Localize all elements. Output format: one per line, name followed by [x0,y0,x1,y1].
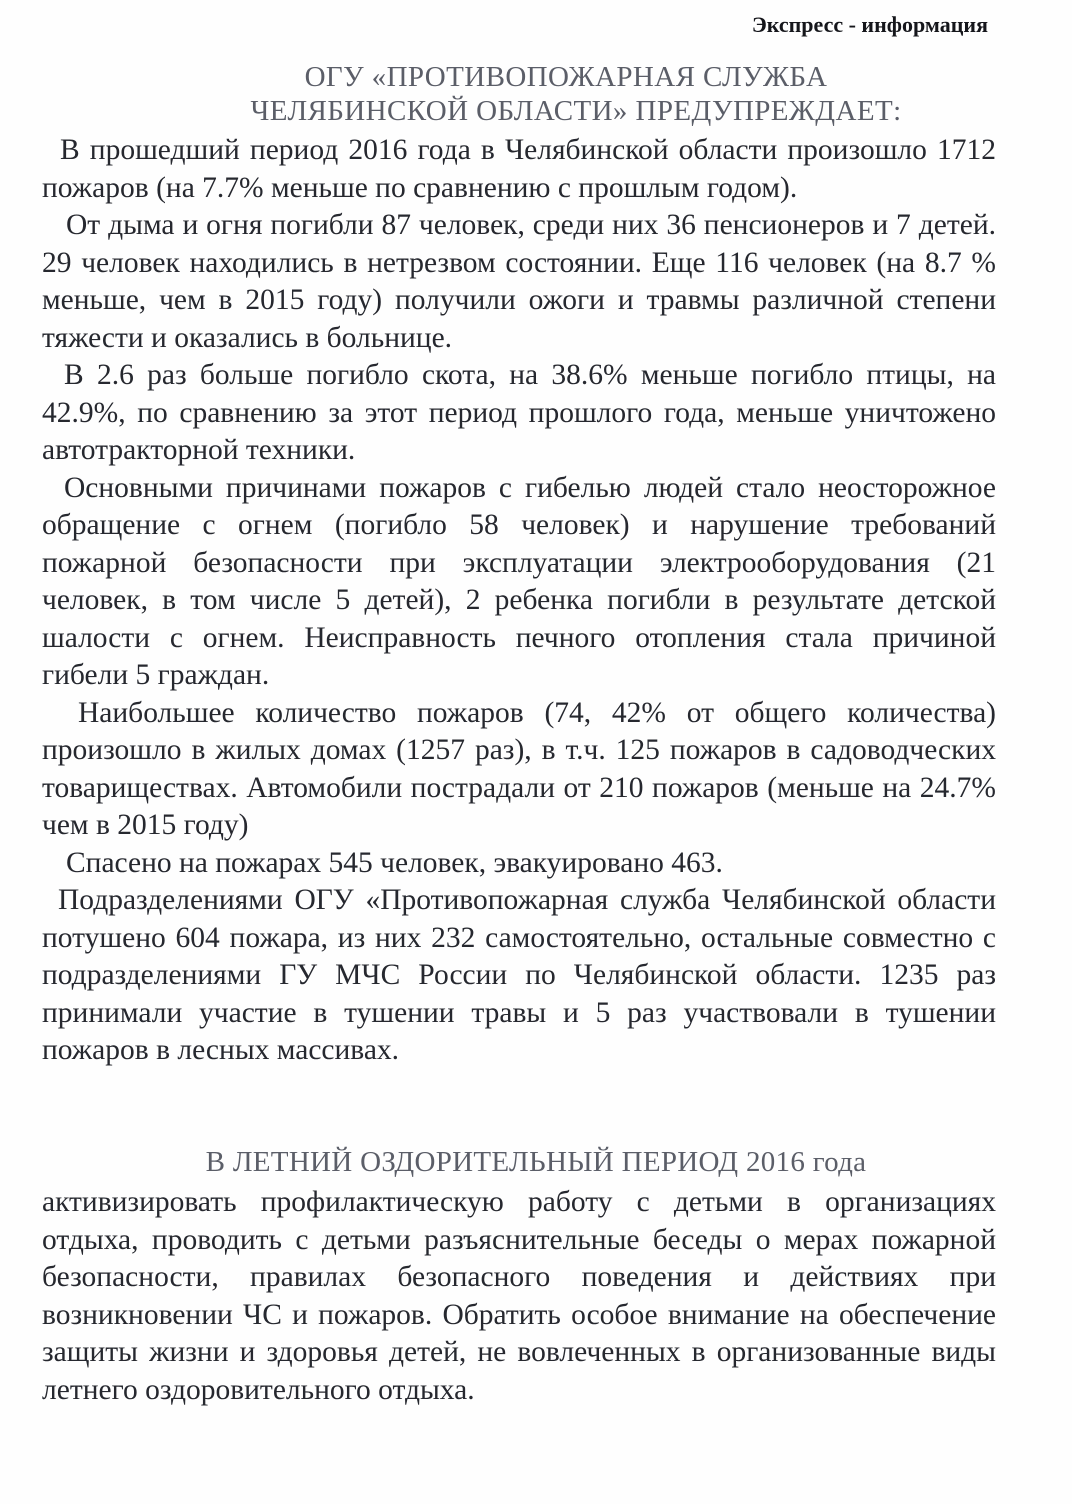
paragraph-rescued: Спасено на пожарах 545 человек, эвакуировано 463. [66,846,723,879]
express-info-badge: Экспресс - информация [751,12,988,37]
paragraph-casualties: От дыма и огня погибли 87 человек, среди них 36 пенсионеров и 7 детей. 29 человек находились в нетрезвом состоянии. Еще 116 человек (на 8.7 % меньше, чем в 2015 году) получили ожоги и травмы различной степени тяжести и оказались в больнице. [42,209,996,354]
document-title [0,60,1072,128]
paragraph-residential: Наибольшее количество пожаров (74, 42% от общего количества) произошло в жилых домах (1257 раз), в т.ч. 125 пожаров в садоводческих товариществах. Автомобили пострадали от 210 пожаров (меньше на 24.7% чем в 2015 году) [42,696,996,841]
paragraph-fires-total: В прошедший период 2016 года в Челябинской области произошло 1712 пожаров (на 7.7% меньше по сравнению с прошлым годом). [42,134,996,204]
paragraph-causes: Основными причинами пожаров с гибелью людей стало неосторожное обращение с огнем (погибло 58 человек) и нарушение требований пожарной безопасности при эксплуатации электрооборудования (21 человек, в том числе 5 детей), 2 ребенка погибли в результате детской шалости с огнем. Неисправность печного отопления стала причиной гибели 5 граждан. [42,471,996,691]
paragraph-livestock: В 2.6 раз больше погибло скота, на 38.6% меньше погибло птицы, на 42.9%, по сравнению за этот период прошлого года, меньше уничтожено автотракторной техники. [42,359,996,466]
paragraph-units: Подразделениями ОГУ «Противопожарная служба Челябинской области потушено 604 пожара, из них 232 самостоятельно, остальные совместно с подразделениями ГУ МЧС России по Челябинской области. 1235 раз принимали участие в тушении травы и 5 раз участвовали в тушении пожаров в лесных массивах. [42,884,996,1066]
statistics-body [42,132,996,1070]
title-line-2: ЧЕЛЯБИНСКОЙ ОБЛАСТИ» ПРЕДУПРЕЖДАЕТ: [250,95,902,127]
summer-period-heading: В ЛЕТНИЙ ОЗДОРИТЕЛЬНЫЙ ПЕРИОД 2016 года [205,1146,867,1178]
summer-period-text: активизировать профилактическую работу с детьми в организациях отдыха, проводить с детьми разъяснительные беседы о мерах пожарной безопасности, правилах безопасного поведения и действиях при возникновении ЧС и пожаров. Обратить особое внимание на обеспечение защиты жизни и здоровья детей, не вовлеченных в организованные виды летнего оздоровительного отдыха. [42,1186,996,1406]
title-line-1: ОГУ «ПРОТИВОПОЖАРНАЯ СЛУЖБА [304,61,828,93]
